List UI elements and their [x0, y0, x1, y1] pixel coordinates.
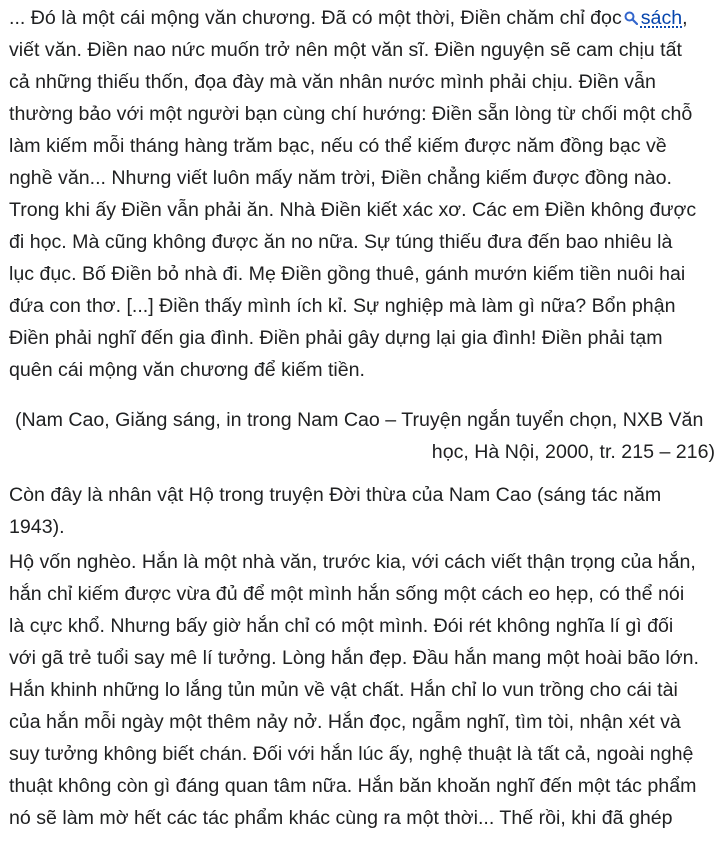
text-line: ... Đó là một cái mộng văn chương. Đã có một thời, Điền chăm chỉ đọc sách,: [9, 2, 715, 34]
text-line: đi học. Mà cũng không được ăn no nữa. Sự túng thiếu đưa đến bao nhiêu là: [9, 231, 673, 253]
text-line: của hắn mỗi ngày một thêm nảy nở. Hắn đọc, ngẫm nghĩ, tìm tòi, nhận xét và: [9, 711, 681, 733]
text-line: thuật không còn gì đáng quan tâm nữa. Hắn băn khoăn nghĩ đến một tác phẩm: [9, 775, 697, 797]
citation-line: học, Hà Nội, 2000, tr. 215 – 216): [431, 441, 715, 463]
keyword-link-text[interactable]: sách: [640, 7, 683, 29]
magnifier-icon: [624, 11, 638, 25]
text-line: quên cái mộng văn chương để kiếm tiền.: [9, 359, 365, 381]
citation: [9, 404, 715, 468]
quote-paragraph-dien: [9, 2, 715, 386]
keyword-search-link[interactable]: [622, 2, 682, 34]
text-line: nó sẽ làm mờ hết các tác phẩm khác cùng ra một thời... Thế rồi, khi đã ghép: [9, 807, 673, 829]
text-line: thường bảo với một người bạn cùng chí hướng: Điền sẵn lòng từ chối một chỗ: [9, 103, 693, 125]
text-line: Hắn khinh những lo lắng tủn mủn về vật chất. Hắn chỉ lo vun trồng cho cái tài: [9, 679, 678, 701]
text-line: làm kiếm mỗi tháng hàng trăm bạc, nếu có thể kiếm được năm đồng bạc về: [9, 135, 667, 157]
quote-paragraph-ho: [9, 546, 715, 834]
text-line: Còn đây là nhân vật Hộ trong truyện Đời thừa của Nam Cao (sáng tác năm: [9, 484, 662, 506]
text-line: lục đục. Bố Điền bỏ nhà đi. Mẹ Điền gồng thuê, gánh mướn kiếm tiền nuôi hai: [9, 263, 686, 285]
text-line: nghề văn... Nhưng viết luôn mấy năm trời, Điền chẳng kiếm được đồng nào.: [9, 167, 672, 189]
text-line: viết văn. Điền nao nức muốn trở nên một văn sĩ. Điền nguyện sẽ cam chịu tất: [9, 39, 682, 61]
text-line: đứa con thơ. [...] Điền thấy mình ích kỉ. Sự nghiệp mà làm gì nữa? Bổn phận: [9, 295, 676, 317]
citation-line: (Nam Cao, Giăng sáng, in trong Nam Cao – Truyện ngắn tuyển chọn, NXB Văn: [15, 409, 704, 431]
text-line: là cực khổ. Nhưng bấy giờ hắn chỉ có một mình. Đói rét không nghĩa lí gì đối: [9, 615, 674, 637]
text-line: 1943).: [9, 516, 65, 538]
text-line: với gã trẻ tuổi say mê lí tưởng. Lòng hắn đẹp. Đầu hắn mang một hoài bão lớn.: [9, 647, 699, 669]
intro-paragraph: [9, 479, 715, 543]
text-line: cả những thiếu thốn, đọa đày mà văn nhân nước mình phải chịu. Điền vẫn: [9, 71, 656, 93]
text-line: Trong khi ấy Điền vẫn phải ăn. Nhà Điền kiết xác xơ. Các em Điền không được: [9, 199, 697, 221]
text-line: suy tưởng không biết chán. Đối với hắn lúc ấy, nghệ thuật là tất cả, ngoài nghệ: [9, 743, 694, 765]
text-line: Hộ vốn nghèo. Hắn là một nhà văn, trước kia, với cách viết thận trọng của hắn,: [9, 551, 696, 573]
text-line: Điền phải nghĩ đến gia đình. Điền phải gây dựng lại gia đình! Điền phải tạm: [9, 327, 663, 349]
text-line: hắn chỉ kiếm được vừa đủ để một mình hắn sống một cách eo hẹp, có thể nói: [9, 583, 685, 605]
